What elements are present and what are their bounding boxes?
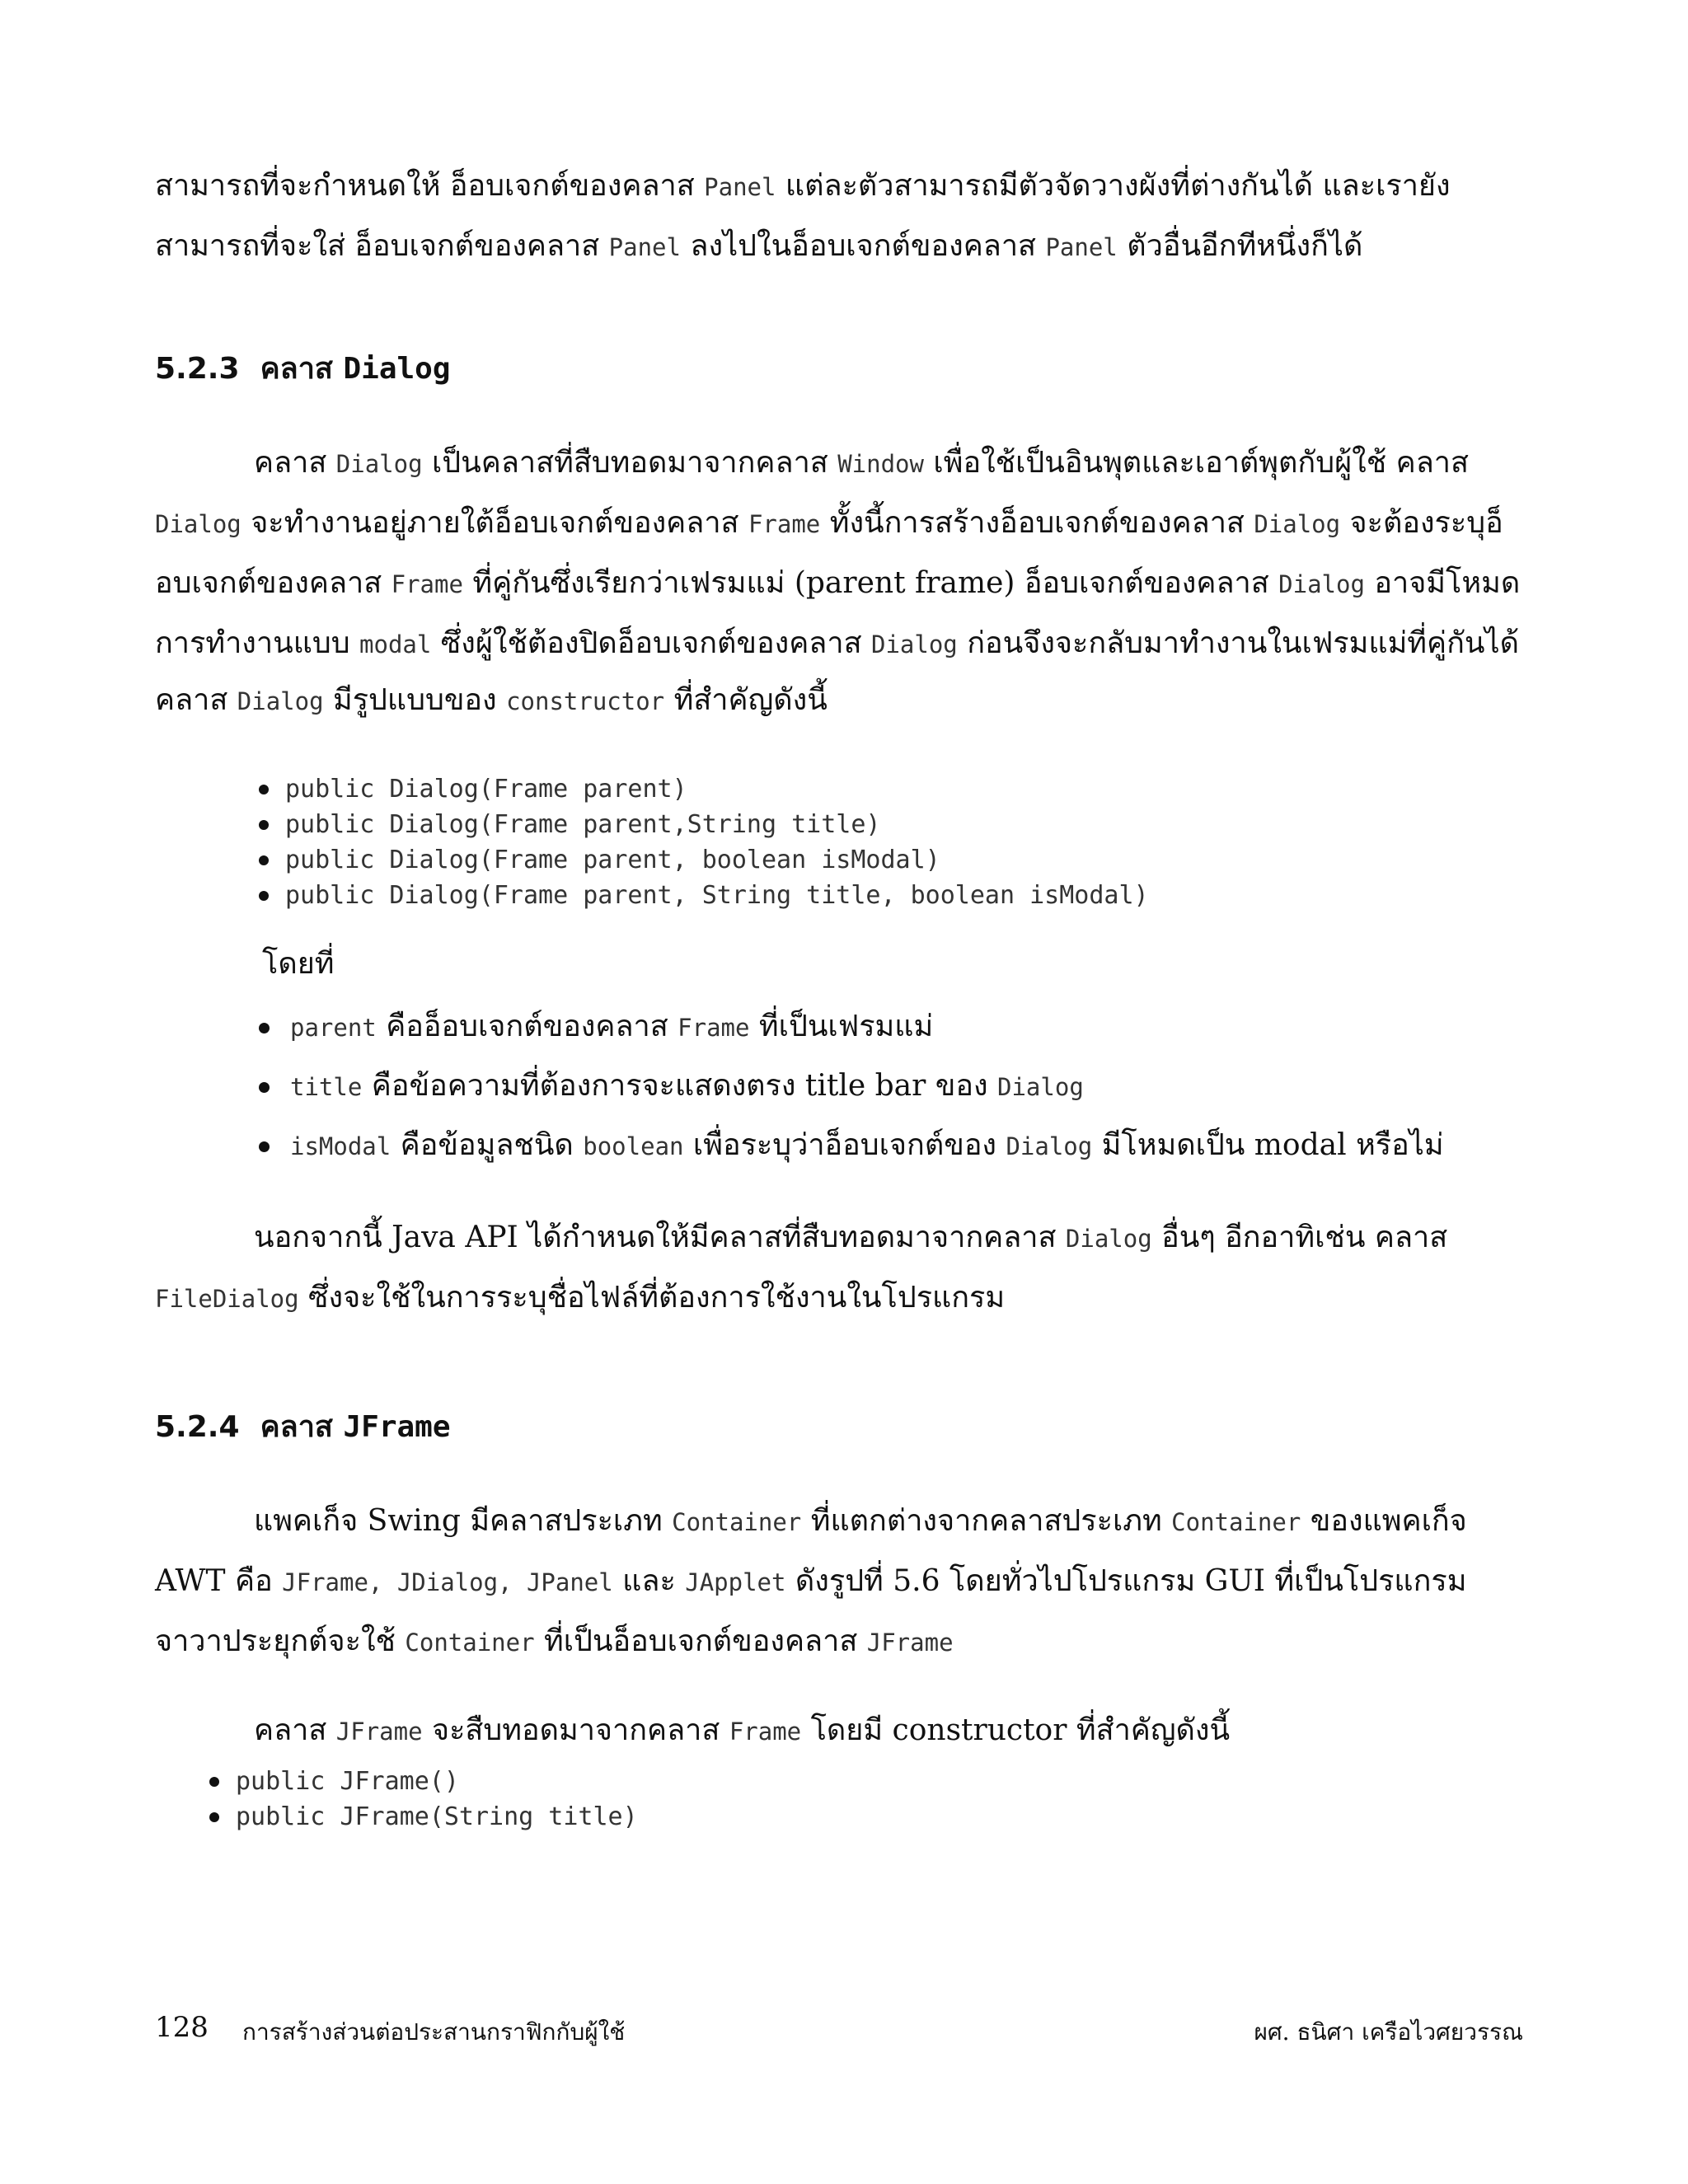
jframe-constructor-list <box>204 1764 638 1835</box>
text: สามารถที่จะกำหนดให้ อ็อบเจกต์ของคลาส <box>155 169 695 203</box>
text: อื่นๆ อีกอาทิเช่น คลาส <box>1151 1221 1448 1254</box>
page-number: 128 <box>155 2011 209 2044</box>
text: คลาส <box>155 683 237 717</box>
bullet-icon <box>259 855 269 865</box>
section-number: 5.2.4 <box>155 1410 240 1444</box>
code-term: JApplet <box>685 1568 786 1596</box>
whereby-label: โดยที่ <box>262 947 335 981</box>
text: ตัวอื่นอีกทีหนึ่งก็ได้ <box>1117 229 1363 263</box>
code-term: Dialog <box>870 630 958 658</box>
code-term: JFrame <box>866 1629 954 1657</box>
code-term: Dialog <box>997 1073 1084 1101</box>
author-name: ผศ. ธนิศา เครือไวศยวรรณ <box>1254 2018 1523 2046</box>
intro-paragraph <box>155 157 1523 277</box>
list-item <box>204 1799 638 1835</box>
code-term: Dialog <box>155 510 241 538</box>
text: ลงไปในอ็อบเจกต์ของคลาส <box>680 229 1046 263</box>
text: จะทำงานอยู่ภายใต้อ็อบเจกต์ของคลาส <box>241 506 748 540</box>
book-title: การสร้างส่วนต่อประสานกราฟิกกับผู้ใช้ <box>242 2018 626 2046</box>
swing-container-paragraph <box>155 1492 1523 1672</box>
code-term: Frame <box>391 570 463 598</box>
bullet-icon <box>209 1777 219 1787</box>
bullet-icon <box>259 820 269 830</box>
constructor-signature: public Dialog(Frame parent, boolean isModal) <box>285 846 940 874</box>
list-item <box>256 1116 1444 1175</box>
code-term: Panel <box>704 173 776 201</box>
bullet-icon <box>259 891 269 901</box>
text: แพคเก็จ Swing มีคลาสประเภท <box>254 1504 673 1538</box>
list-item <box>254 771 1149 807</box>
text: ที่เป็นเฟรมแม่ <box>749 1010 934 1043</box>
section-number: 5.2.3 <box>155 352 240 386</box>
code-term: Container <box>672 1508 802 1536</box>
text: ดังรูปที่ 5.6 โดยทั่วไปโปรแกรม GUI ที่เป็นโปรแกรมจาวาประยุกต์จะใช้ <box>155 1564 1467 1658</box>
text: ที่เป็นอ็อบเจกต์ของคลาส <box>534 1624 867 1658</box>
code-term: modal <box>359 630 432 658</box>
text: มีโหมดเป็น modal หรือไม่ <box>1092 1128 1444 1162</box>
text: ก่อนจึงจะกลับมาทำงานในเฟรมแม่ที่คู่กันได้ <box>957 626 1520 660</box>
constructor-signature: public JFrame() <box>236 1767 459 1796</box>
bullet-icon <box>259 1023 270 1033</box>
param-name: parent <box>290 1014 377 1042</box>
code-term: Container <box>1171 1508 1301 1536</box>
text: ที่แตกต่างจากคลาสประเภท <box>801 1504 1172 1538</box>
bullet-icon <box>209 1812 219 1822</box>
text: คืออ็อบเจกต์ของคลาส <box>376 1010 678 1043</box>
constructor-intro <box>155 671 1523 731</box>
code-term: Panel <box>1045 233 1118 261</box>
constructor-signature: public Dialog(Frame parent) <box>285 775 687 804</box>
code-term: Frame <box>729 1718 802 1746</box>
code-term: Window <box>837 450 924 478</box>
dialog-description-paragraph <box>155 434 1523 674</box>
section-word: คลาส <box>260 1410 333 1444</box>
text: มีรูปแบบของ <box>323 683 507 717</box>
param-name: isModal <box>290 1132 392 1160</box>
constructor-signature: public JFrame(String title) <box>236 1802 638 1831</box>
text: จะต้องระบุอ็อบเจกต์ของคลาส <box>155 506 1503 600</box>
text: นอกจากนี้ Java API ได้กำหนดให้มีคลาสที่สืบทอดมาจากคลาส <box>254 1221 1066 1254</box>
code-term: JFrame, JDialog, JPanel <box>282 1568 613 1596</box>
code-term: Dialog <box>237 687 324 715</box>
text: ทั้งนี้การสร้างอ็อบเจกต์ของคลาส <box>820 506 1254 540</box>
list-item <box>204 1764 638 1799</box>
constructor-signature: public Dialog(Frame parent, String title, boolean isModal) <box>285 881 1149 910</box>
text: ที่คู่กันซึ่งเรียกว่าเฟรมแม่ (parent frame) อ็อบเจกต์ของคลาส <box>462 566 1279 600</box>
code-term: Container <box>405 1629 535 1657</box>
text: คลาส <box>254 1713 336 1747</box>
text: แต่ละตัวสามารถมีตัวจัดวางผังที่ต่างกันได้ และเรายังสามารถที่จะใส่ อ็อบเจกต์ของคลาส <box>155 169 1451 263</box>
code-term: FileDialog <box>155 1285 299 1313</box>
page-footer <box>155 2011 1523 2060</box>
bullet-icon <box>259 785 269 794</box>
constructor-signature: public Dialog(Frame parent,String title) <box>285 810 881 839</box>
list-item <box>254 878 1149 913</box>
text: และ <box>612 1564 686 1598</box>
code-term: Dialog <box>1065 1225 1152 1253</box>
code-term: boolean <box>583 1132 684 1160</box>
list-item <box>254 842 1149 878</box>
section-word: คลาส <box>260 352 333 386</box>
list-item <box>254 807 1149 842</box>
section-heading-5-2-3 <box>155 344 451 391</box>
code-term: Frame <box>748 510 821 538</box>
param-name: title <box>290 1073 363 1101</box>
section-class-name: JFrame <box>343 1410 451 1444</box>
text: โดยมี constructor ที่สำคัญดังนี้ <box>801 1713 1231 1747</box>
jframe-constructor-intro <box>155 1701 1523 1761</box>
code-term: Dialog <box>1006 1132 1093 1160</box>
text: เพื่อใช้เป็นอินพุตและเอาต์พุตกับผู้ใช้ คลาส <box>923 446 1469 480</box>
code-term: Dialog <box>335 450 423 478</box>
text: ซึ่งจะใช้ในการระบุชื่อไฟล์ที่ต้องการใช้งานในโปรแกรม <box>298 1281 1006 1315</box>
text: ซึ่งผู้ใช้ต้องปิดอ็อบเจกต์ของคลาส <box>431 626 871 660</box>
text: อาจมีโหมดการทำงานแบบ <box>155 566 1521 660</box>
bullet-icon <box>259 1141 270 1152</box>
section-class-name: Dialog <box>343 352 451 386</box>
section-heading-5-2-4 <box>155 1403 451 1450</box>
text: คลาส <box>254 446 336 480</box>
text: คือข้อมูลชนิด <box>391 1128 584 1162</box>
parameter-list <box>256 997 1444 1175</box>
code-term: constructor <box>506 687 665 715</box>
list-item <box>256 1057 1444 1116</box>
text: เพื่อระบุว่าอ็อบเจกต์ของ <box>683 1128 1006 1162</box>
dialog-constructor-list <box>254 771 1149 913</box>
bullet-icon <box>259 1082 270 1093</box>
code-term: Frame <box>678 1014 750 1042</box>
filedialog-paragraph <box>155 1208 1523 1329</box>
text: ที่สำคัญดังนี้ <box>664 683 828 717</box>
text: ของแพคเก็จ AWT คือ <box>155 1504 1467 1598</box>
code-term: Dialog <box>1254 510 1341 538</box>
code-term: JFrame <box>335 1718 423 1746</box>
list-item <box>256 997 1444 1057</box>
code-term: Dialog <box>1278 570 1365 598</box>
text: คือข้อความที่ต้องการจะแสดงตรง title bar ของ <box>362 1069 998 1103</box>
text: เป็นคลาสที่สืบทอดมาจากคลาส <box>422 446 838 480</box>
text: จะสืบทอดมาจากคลาส <box>422 1713 729 1747</box>
code-term: Panel <box>608 233 681 261</box>
